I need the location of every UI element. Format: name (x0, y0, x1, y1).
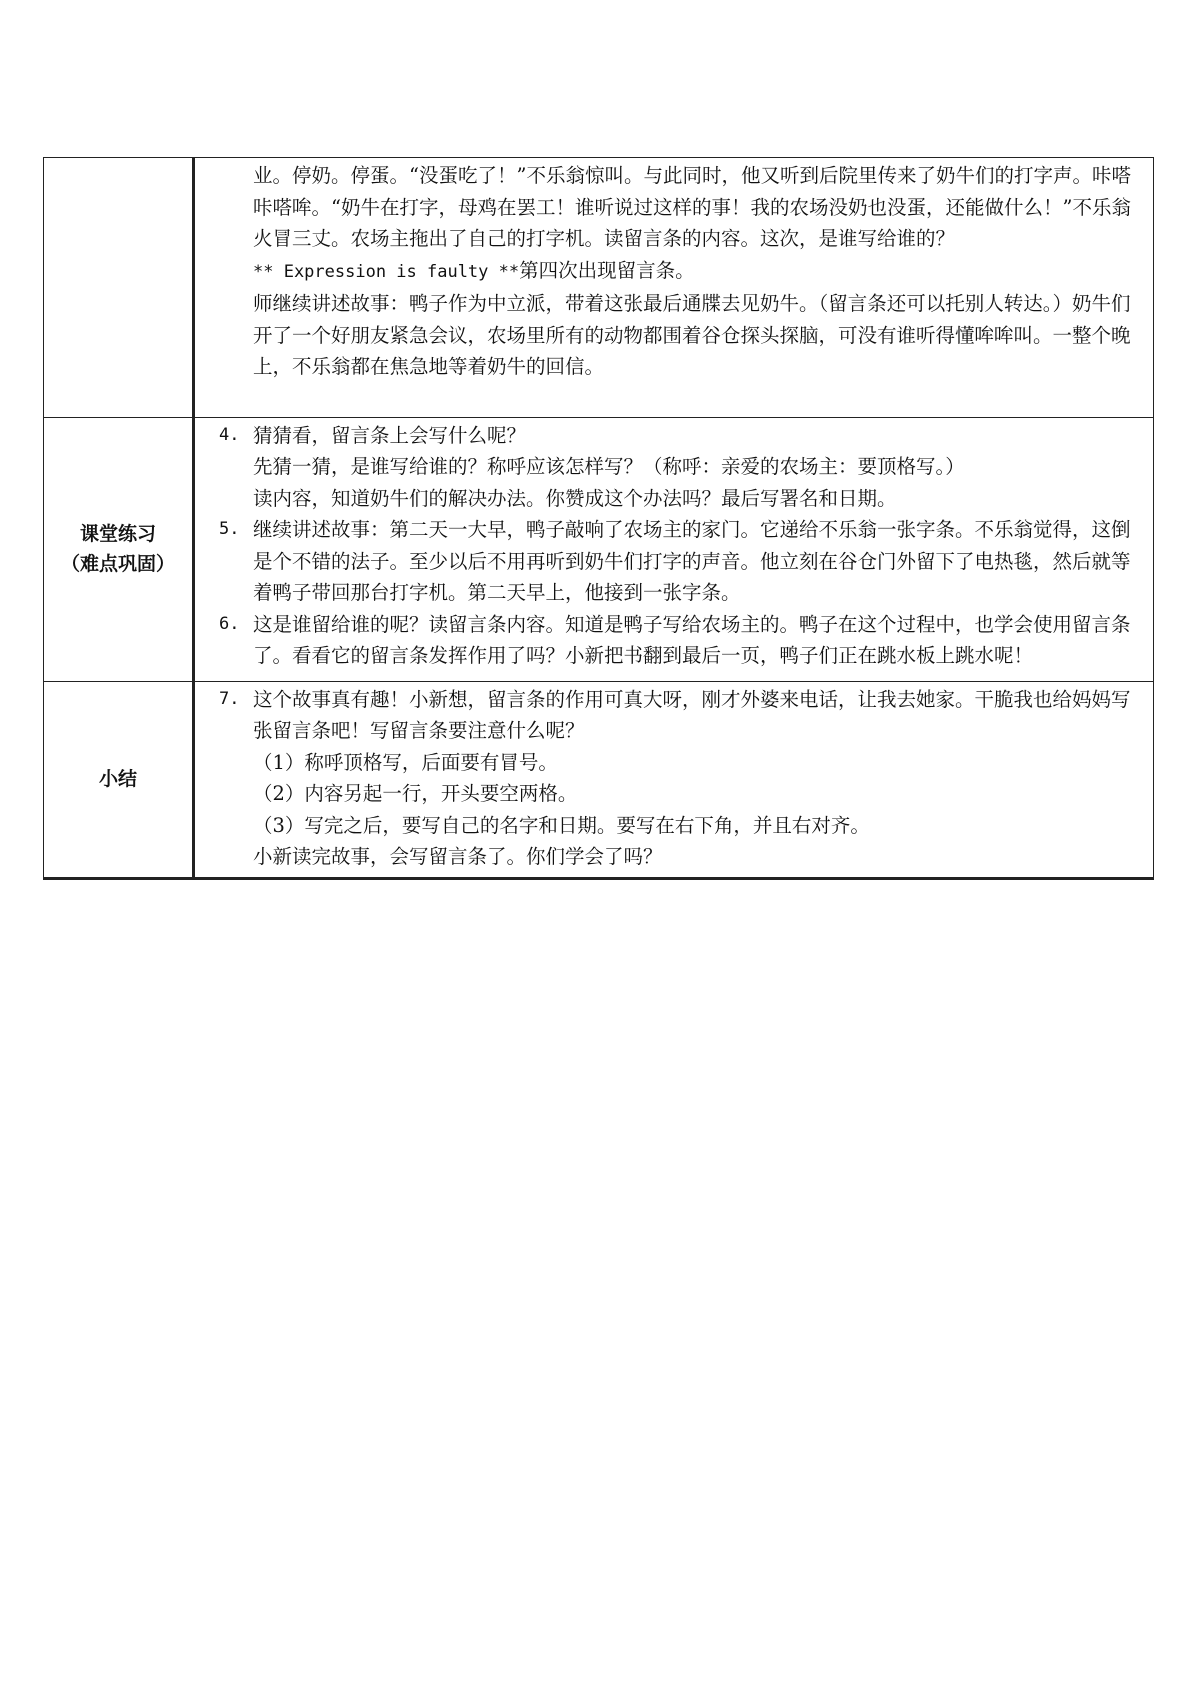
row-label-summary (44, 681, 194, 878)
story-content-cell (194, 158, 1154, 418)
list-item (205, 514, 1143, 609)
item-line: （1）称呼顶格写，后面要有冒号。 (253, 750, 558, 774)
item-number: 6. (219, 613, 240, 634)
item-line: 小新读完故事，会写留言条了。你们学会了吗？ (253, 845, 663, 868)
item-line: 读内容，知道奶牛们的解决办法。你赞成这个办法吗？最后写署名和日期。 (253, 486, 897, 510)
list-item (205, 420, 1143, 515)
practice-content-cell (194, 417, 1154, 681)
table-row-summary (44, 681, 1154, 878)
item-line: 这是谁留给谁的呢？读留言条内容。知道是鸭子写给农场主的。鸭子在这个过程中，也学会使用留言条了。看看它的留言条发挥作用了吗？小新把书翻到最后一页，鸭子们正在跳水板上跳水呢！ (253, 612, 1131, 667)
item-number: 5. (219, 519, 240, 539)
summary-content-cell (194, 681, 1154, 878)
error-text: 第四次出现留言条。 (519, 258, 695, 282)
table-row-story (44, 158, 1154, 418)
item-line: 这个故事真有趣！小新想，留言条的作用可真大呀，刚才外婆来电话，让我去她家。干脆我也给妈妈写张留言条吧！写留言条要注意什么呢？ (253, 687, 1131, 742)
item-line: 继续讲述故事：第二天一大早，鸭子敲响了农场主的家门。它递给不乐翁一张字条。不乐翁觉得，这倒是个不错的法子。至少以后不用再听到奶牛们打字的声音。他立刻在谷仓门外留下了电热毯，然后就等着鸭子带回那台打字机。第二天早上，他接到一张字条。 (253, 518, 1131, 604)
error-line (205, 255, 1143, 289)
practice-label: 课堂练习 (79, 523, 156, 545)
lesson-plan-table (43, 157, 1154, 880)
list-item (205, 684, 1143, 873)
row-label-practice (44, 417, 194, 681)
item-line: 先猜一猜，是谁写给谁的？称呼应该怎样写？（称呼：亲爱的农场主：要顶格写。） (253, 455, 965, 478)
item-line: 猜猜看，留言条上会写什么呢？ (253, 423, 527, 447)
item-line: （2）内容另起一行，开头要空两格。 (253, 782, 578, 805)
item-line: （3）写完之后，要写自己的名字和日期。要写在右下角，并且右对齐。 (253, 813, 870, 837)
story-paragraph: 师继续讲述故事：鸭子作为中立派，带着这张最后通牒去见奶牛。（留言条还可以托别人转达。）奶牛们开了一个好朋友紧急会议，农场里所有的动物都围着谷仓探头探脑，可没有谁听得懂哞哞叫。一整个晚上，不乐翁都在焦急地等着奶牛的回信。 (253, 292, 1131, 378)
item-number: 4. (219, 424, 240, 445)
item-number: 7. (219, 688, 240, 709)
row-label-empty (44, 158, 194, 418)
summary-label: 小结 (98, 768, 137, 790)
error-code: ** Expression is faulty ** (253, 261, 520, 282)
practice-sublabel: （难点巩固） (60, 553, 175, 575)
list-item (205, 609, 1143, 672)
table-row-practice (44, 417, 1154, 681)
story-paragraph: 业。停奶。停蛋。“没蛋吃了！”不乐翁惊叫。与此同时，他又听到后院里传来了奶牛们的打字声。咔嗒咔嗒哞。“奶牛在打字，母鸡在罢工！谁听说过这样的事！我的农场没奶也没蛋，还能做什么！”不乐翁火冒三丈。农场主拖出了自己的打字机。读留言条的内容。这次，是谁写给谁的？ (253, 164, 1131, 250)
